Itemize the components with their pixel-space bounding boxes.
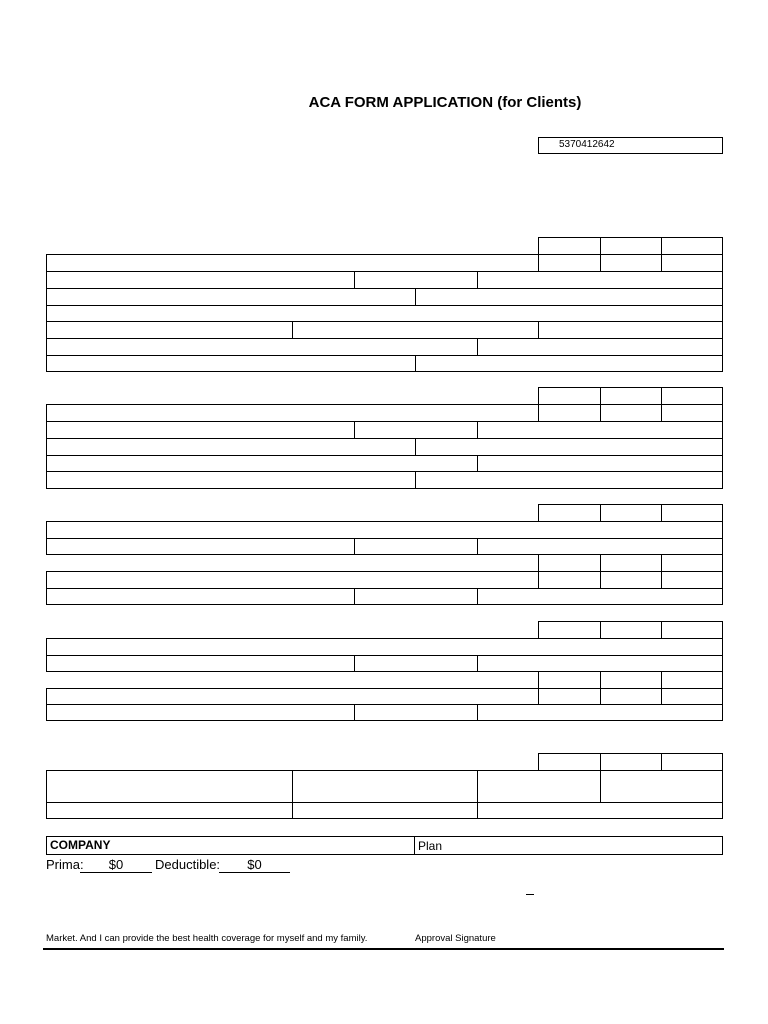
form-cell[interactable] [661, 688, 723, 705]
form-cell[interactable] [46, 538, 355, 555]
form-cell[interactable] [661, 753, 723, 771]
signature-line [43, 948, 724, 950]
form-cell[interactable] [477, 770, 601, 803]
form-cell[interactable] [600, 621, 662, 639]
form-cell[interactable] [46, 321, 293, 339]
form-cell[interactable] [661, 387, 723, 405]
form-cell[interactable] [46, 355, 416, 372]
form-cell[interactable] [538, 671, 601, 689]
form-cell[interactable] [46, 688, 539, 705]
form-cell[interactable] [538, 753, 601, 771]
form-cell[interactable] [46, 471, 416, 489]
form-cell[interactable] [46, 588, 355, 605]
form-cell[interactable] [46, 404, 539, 422]
application-number-field[interactable]: 5370412642 [538, 137, 723, 154]
form-cell[interactable] [661, 621, 723, 639]
form-cell[interactable] [46, 521, 723, 539]
form-cell[interactable] [477, 271, 723, 289]
form-cell[interactable] [46, 288, 416, 306]
form-cell[interactable] [415, 288, 723, 306]
form-cell[interactable] [477, 338, 723, 356]
form-cell[interactable] [46, 655, 355, 672]
form-cell[interactable] [354, 421, 478, 439]
form-cell[interactable] [600, 671, 662, 689]
plan-field[interactable]: Plan [414, 836, 723, 855]
form-cell[interactable] [292, 770, 478, 803]
form-cell[interactable] [661, 504, 723, 522]
form-cell[interactable] [600, 504, 662, 522]
form-cell[interactable] [661, 554, 723, 572]
form-cell[interactable] [354, 704, 478, 721]
form-cell[interactable] [538, 387, 601, 405]
company-field[interactable]: COMPANY [46, 836, 416, 855]
form-cell[interactable] [538, 554, 601, 572]
form-cell[interactable] [600, 688, 662, 705]
form-cell[interactable] [600, 571, 662, 589]
form-cell[interactable] [661, 571, 723, 589]
form-cell[interactable] [46, 438, 416, 456]
form-cell[interactable] [538, 571, 601, 589]
form-cell[interactable] [538, 237, 601, 255]
form-title: ACA FORM APPLICATION (for Clients) [308, 94, 582, 111]
form-cell[interactable] [538, 688, 601, 705]
approval-signature-label: Approval Signature [415, 933, 496, 944]
prima-value[interactable]: $0 [80, 857, 152, 873]
form-cell[interactable] [415, 355, 723, 372]
form-cell[interactable] [600, 387, 662, 405]
form-cell[interactable] [46, 571, 539, 589]
form-cell[interactable] [415, 438, 723, 456]
form-cell[interactable] [600, 237, 662, 255]
form-cell[interactable] [600, 254, 662, 272]
form-cell[interactable] [538, 504, 601, 522]
form-cell[interactable] [46, 802, 293, 819]
form-cell[interactable] [538, 321, 723, 339]
form-cell[interactable] [600, 404, 662, 422]
prima-label: Prima: [46, 857, 84, 872]
form-cell[interactable] [477, 421, 723, 439]
form-cell[interactable] [477, 538, 723, 555]
form-cell[interactable] [46, 421, 355, 439]
form-cell[interactable] [354, 588, 478, 605]
form-cell[interactable] [46, 254, 539, 272]
form-cell[interactable] [46, 770, 293, 803]
form-cell[interactable] [538, 254, 601, 272]
form-cell[interactable] [477, 704, 723, 721]
form-cell[interactable] [600, 770, 723, 803]
form-cell[interactable] [46, 271, 355, 289]
form-cell[interactable] [415, 471, 723, 489]
form-cell[interactable] [477, 588, 723, 605]
form-cell[interactable] [600, 554, 662, 572]
form-cell[interactable] [661, 404, 723, 422]
form-cell[interactable] [661, 254, 723, 272]
form-cell[interactable] [661, 671, 723, 689]
form-cell[interactable] [600, 753, 662, 771]
form-cell[interactable] [292, 802, 478, 819]
form-cell[interactable] [477, 802, 723, 819]
form-cell[interactable] [46, 338, 478, 356]
form-cell[interactable] [46, 704, 355, 721]
form-cell[interactable] [354, 271, 478, 289]
form-cell[interactable] [354, 655, 478, 672]
form-cell[interactable] [477, 655, 723, 672]
form-cell[interactable] [354, 538, 478, 555]
form-cell[interactable] [538, 404, 601, 422]
form-cell[interactable] [538, 621, 601, 639]
deductible-label: Deductible: [155, 857, 221, 872]
form-cell[interactable] [46, 305, 723, 322]
form-cell[interactable] [46, 638, 723, 656]
form-cell[interactable] [46, 455, 478, 472]
deductible-value[interactable]: $0 [219, 857, 290, 873]
form-cell[interactable] [477, 455, 723, 472]
signature-dash [526, 894, 534, 895]
form-cell[interactable] [661, 237, 723, 255]
footer-statement: Market. And I can provide the best health coverage for myself and my family. [46, 933, 368, 944]
form-cell[interactable] [292, 321, 539, 339]
